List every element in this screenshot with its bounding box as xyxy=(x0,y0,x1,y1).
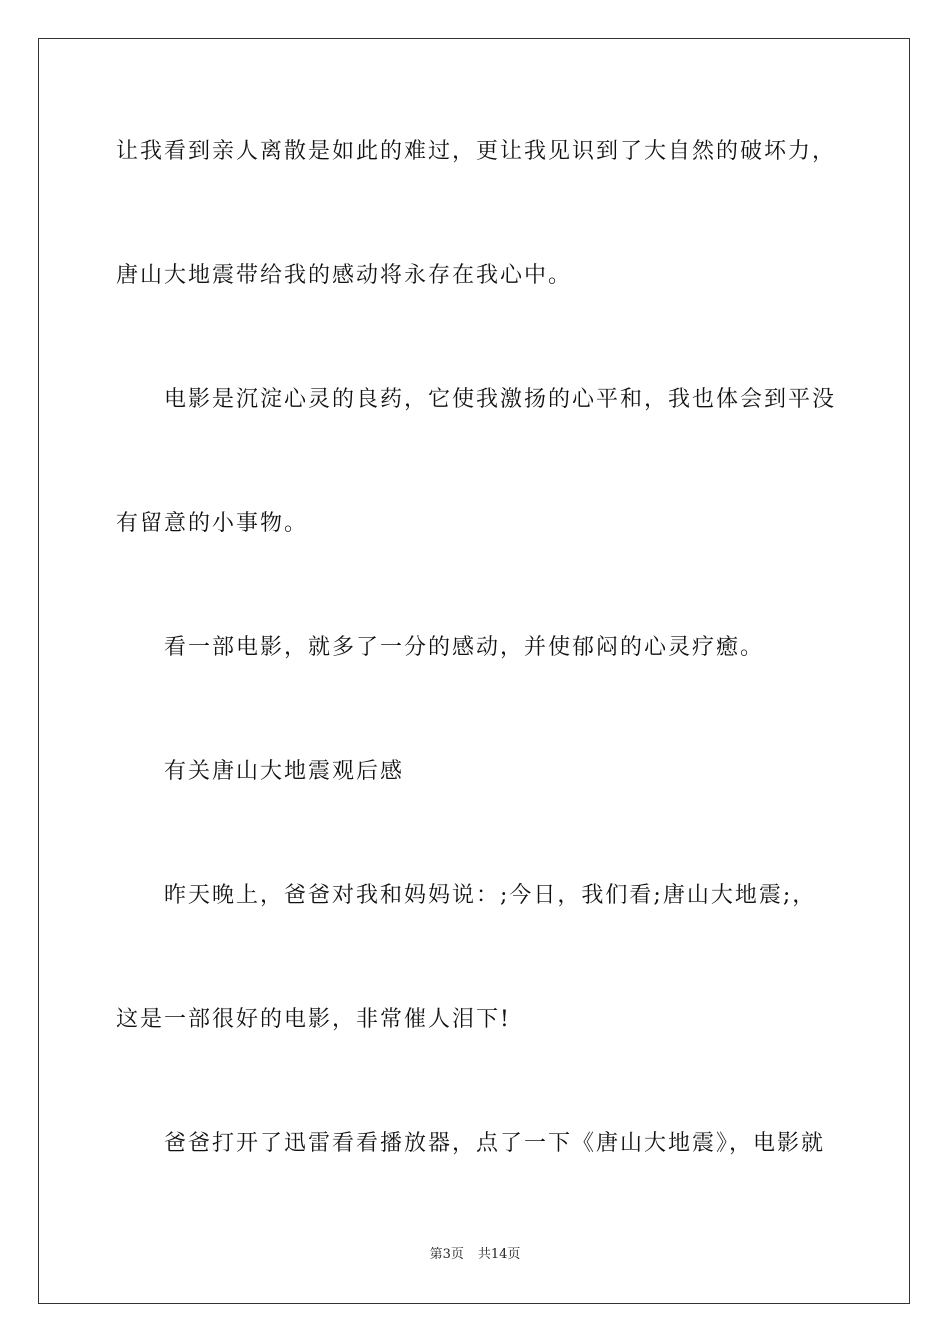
paragraph-start-line: 电影是沉淀心灵的良药，它使我激扬的心平和，我也体会到平没 xyxy=(164,387,837,412)
text-line: 让我看到亲人离散是如此的难过，更让我见识到了大自然的破坏力， xyxy=(116,139,837,164)
page-border xyxy=(38,38,910,1304)
paragraph-start-line: 爸爸打开了迅雷看看播放器，点了一下《唐山大地震》，电影就 xyxy=(164,1131,826,1156)
text-line: 这是一部很好的电影，非常催人泪下! xyxy=(116,1007,511,1032)
section-heading: 有关唐山大地震观后感 xyxy=(164,759,405,784)
text-line: 唐山大地震带给我的感动将永存在我心中。 xyxy=(116,263,573,288)
paragraph-start-line: 看一部电影，就多了一分的感动，并使郁闷的心灵疗癒。 xyxy=(164,635,765,660)
page-number: 第3页 xyxy=(429,1247,464,1262)
text-line: 有留意的小事物。 xyxy=(116,511,309,536)
page-footer xyxy=(0,1246,950,1264)
total-pages: 共14页 xyxy=(477,1247,521,1262)
paragraph-start-line: 昨天晚上，爸爸对我和妈妈说：;今日，我们看;唐山大地震;， xyxy=(164,883,817,908)
